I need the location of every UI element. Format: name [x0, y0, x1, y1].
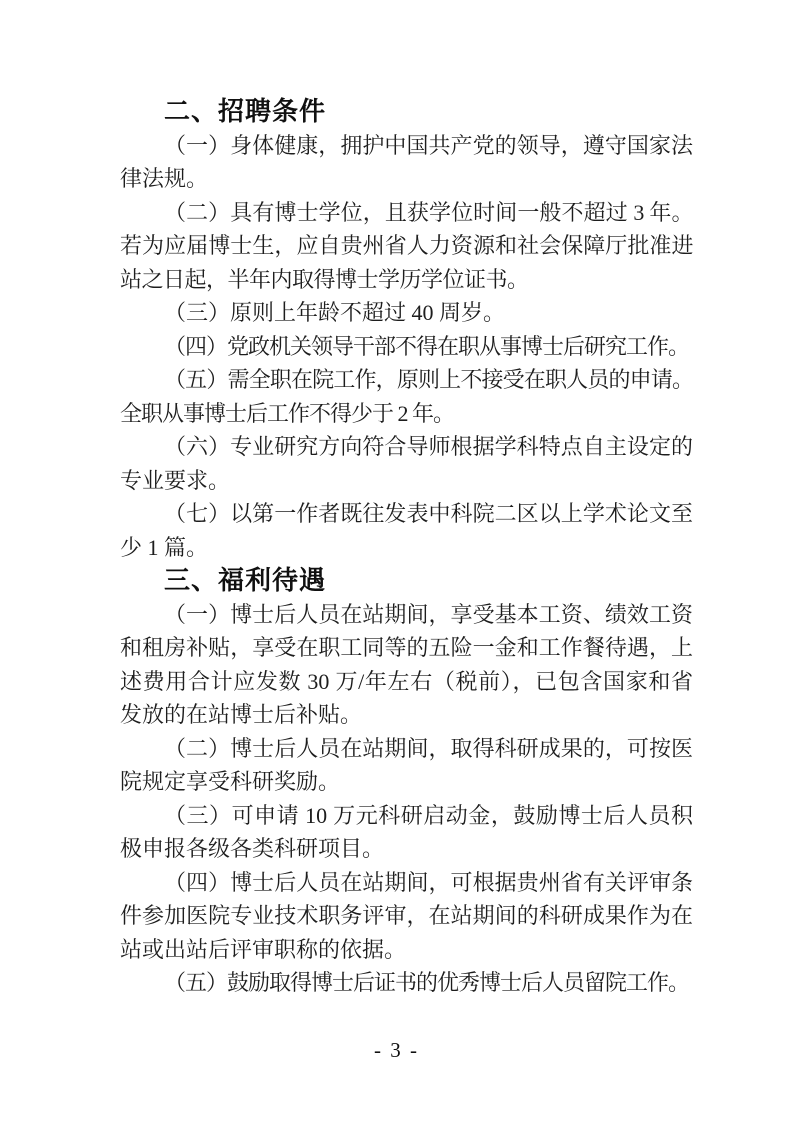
paragraph: （一）身体健康，拥护中国共产党的领导，遵守国家法律法规。 [120, 132, 693, 191]
paragraph: （七）以第一作者既往发表中科院二区以上学术论文至少 1 篇。 [120, 501, 693, 560]
paragraph: （六）专业研究方向符合导师根据学科特点自主设定的专业要求。 [120, 434, 693, 493]
paragraph: （四）博士后人员在站期间，可根据贵州省有关评审条件参加医院专业技术职务评审，在站期间的科研成果作为在站或出站后评审职称的依据。 [120, 869, 693, 962]
section-heading-welfare-benefits: 三、福利待遇 [164, 565, 327, 595]
paragraph: （一）博士后人员在站期间，享受基本工资、绩效工资和租房补贴，享受在职工同等的五险一金和工作餐待遇，上述费用合计应发数 30 万/年左右（税前），已包含国家和省发放的在站博士后补贴。 [120, 601, 693, 727]
section-recruitment-conditions [120, 95, 693, 564]
paragraph: （五）需全职在院工作，原则上不接受在职人员的申请。全职从事博士后工作不得少于 2 年。 [120, 367, 693, 426]
paragraph: （四）党政机关领导干部不得在职从事博士后研究工作。 [164, 333, 690, 359]
paragraph: （三）原则上年龄不超过 40 周岁。 [164, 300, 506, 325]
paragraph: （五）鼓励取得博士后证书的优秀博士后人员留院工作。 [164, 970, 690, 995]
document-body [120, 95, 693, 1000]
paragraph: （二）博士后人员在站期间，取得科研成果的，可按医院规定享受科研奖励。 [120, 735, 693, 794]
paragraph: （二）具有博士学位，且获学位时间一般不超过 3 年。若为应届博士生，应自贵州省人力资源和社会保障厅批准进站之日起，半年内取得博士学历学位证书。 [120, 199, 693, 292]
paragraph: （三）可申请 10 万元科研启动金，鼓励博士后人员积极申报各级各类科研项目。 [120, 802, 693, 861]
section-heading-recruitment-conditions: 二、招聘条件 [164, 96, 327, 126]
page-number: - 3 - [374, 1038, 419, 1062]
section-welfare-benefits [120, 564, 693, 1000]
